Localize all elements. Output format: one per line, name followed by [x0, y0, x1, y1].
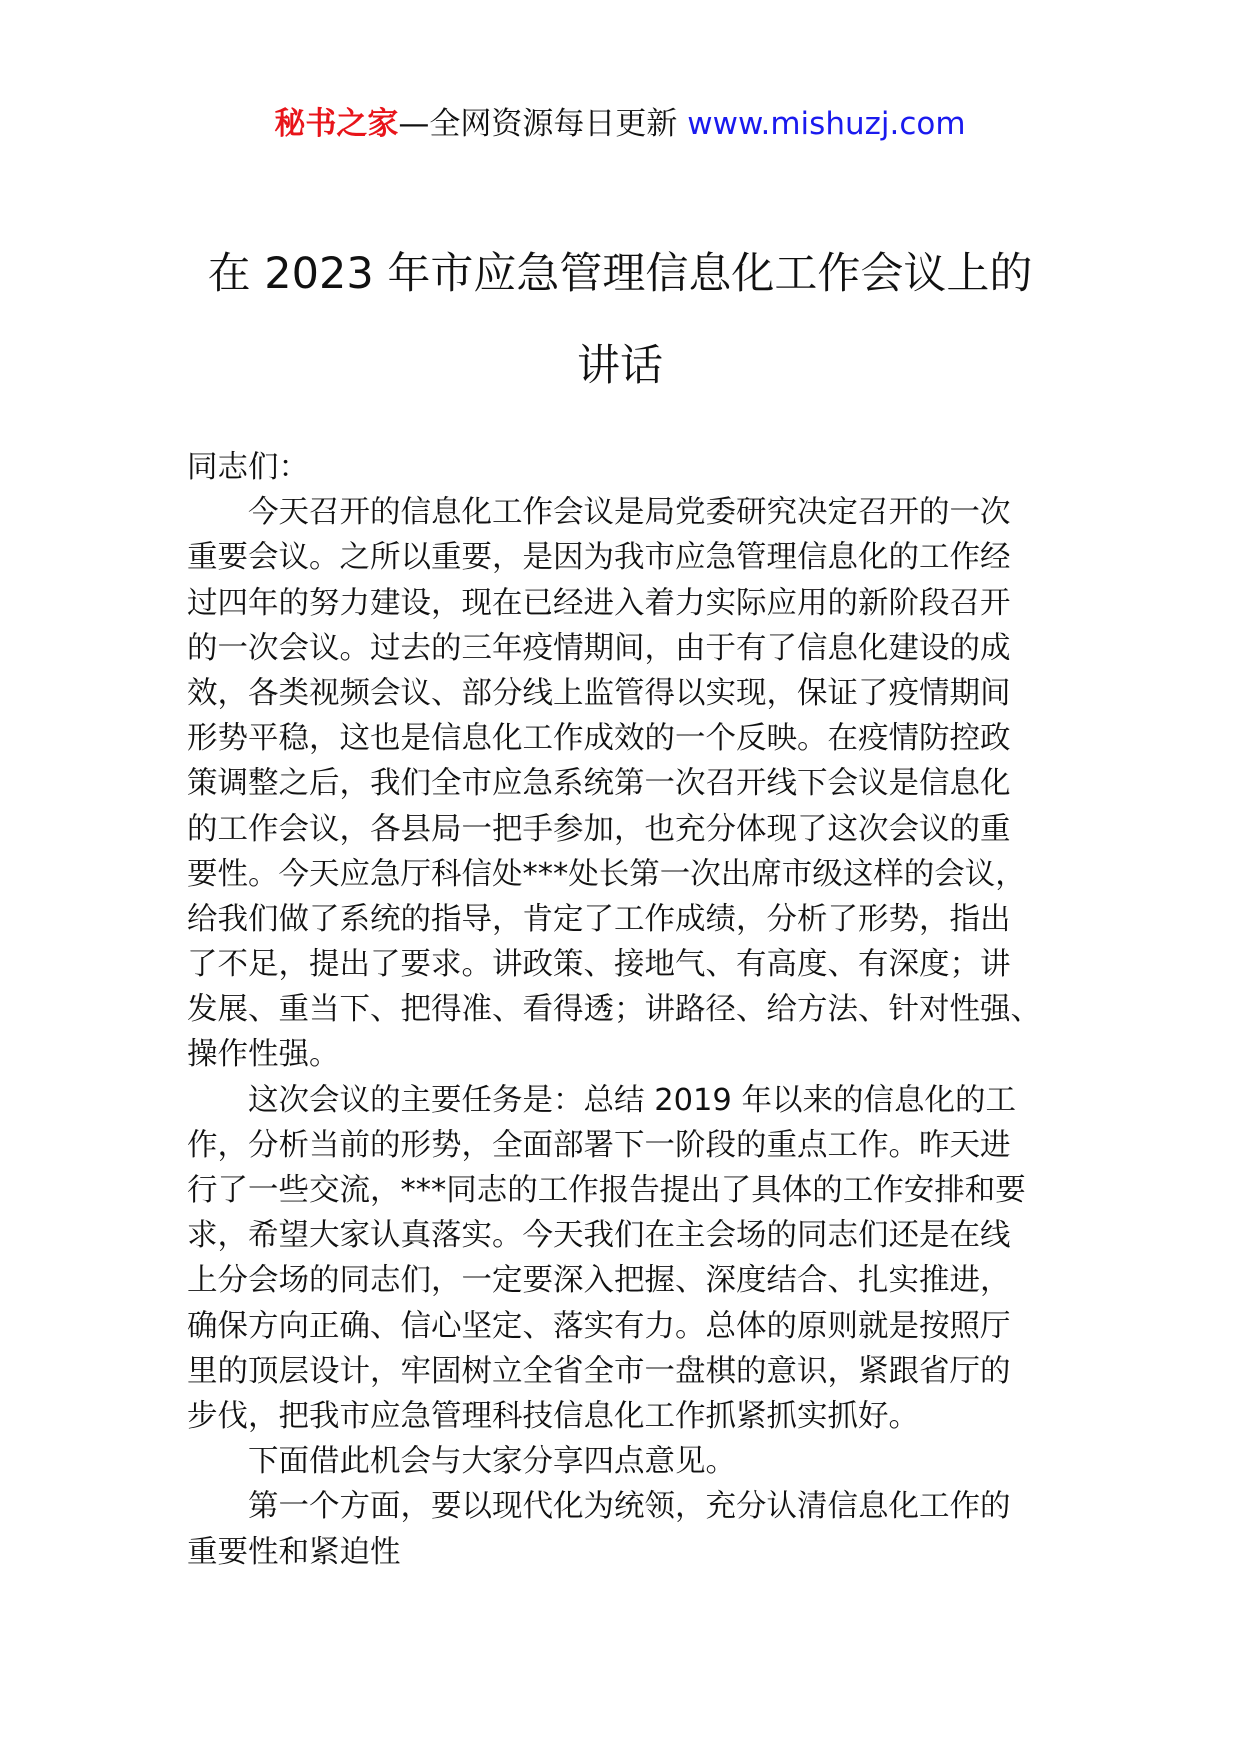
body-line: 过四年的努力建设，现在已经进入着力实际应用的新阶段召开	[187, 585, 1011, 621]
document-body	[187, 445, 1057, 1575]
title-line-1: 在 2023 年市应急管理信息化工作会议上的	[207, 249, 1033, 299]
site-header	[0, 102, 1240, 146]
document-title	[150, 228, 1090, 412]
body-line: 作，分析当前的形势，全面部署下一阶段的重点工作。昨天进	[187, 1127, 1011, 1163]
body-line: 操作性强。	[187, 1037, 340, 1073]
body-line: 效，各类视频会议、部分线上监管得以实现，保证了疫情期间	[187, 675, 1011, 711]
brand-name: 秘书之家	[274, 106, 399, 142]
body-line: 的工作会议，各县局一把手参加，也充分体现了这次会议的重	[187, 811, 1011, 847]
body-line: 的一次会议。过去的三年疫情期间，由于有了信息化建设的成	[187, 630, 1011, 666]
body-line: 这次会议的主要任务是：总结 2019 年以来的信息化的工	[248, 1082, 1017, 1118]
body-line: 第一个方面，要以现代化为统领，充分认清信息化工作的	[248, 1489, 1011, 1525]
body-line: 重要性和紧迫性	[187, 1534, 401, 1570]
body-line: 步伐，把我市应急管理科技信息化工作抓紧抓实抓好。	[187, 1398, 919, 1434]
body-line: 形势平稳，这也是信息化工作成效的一个反映。在疫情防控政	[187, 721, 1011, 757]
body-line: 上分会场的同志们，一定要深入把握、深度结合、扎实推进，	[187, 1263, 1011, 1299]
body-line: 里的顶层设计，牢固树立全省全市一盘棋的意识，紧跟省厅的	[187, 1353, 1011, 1389]
body-line: 重要会议。之所以重要，是因为我市应急管理信息化的工作经	[187, 540, 1011, 576]
body-line: 确保方向正确、信心坚定、落实有力。总体的原则就是按照厅	[187, 1308, 1011, 1344]
site-url-link[interactable]: www.mishuzj.com	[687, 106, 966, 142]
body-line: 要性。今天应急厅科信处***处长第一次出席市级这样的会议，	[187, 856, 1026, 892]
title-line-2: 讲话	[577, 341, 663, 391]
header-slogan: —全网资源每日更新	[398, 106, 678, 142]
body-line: 了不足，提出了要求。讲政策、接地气、有高度、有深度；讲	[187, 947, 1011, 983]
body-line: 发展、重当下、把得准、看得透；讲路径、给方法、针对性强、	[187, 992, 1041, 1028]
body-line: 今天召开的信息化工作会议是局党委研究决定召开的一次	[248, 495, 1011, 531]
body-line: 给我们做了系统的指导，肯定了工作成绩，分析了形势，指出	[187, 901, 1011, 937]
body-line: 求，希望大家认真落实。今天我们在主会场的同志们还是在线	[187, 1218, 1011, 1254]
body-line: 行了一些交流，***同志的工作报告提出了具体的工作安排和要	[187, 1173, 1026, 1208]
body-line: 同志们：	[187, 450, 309, 485]
body-line: 下面借此机会与大家分享四点意见。	[248, 1444, 736, 1480]
body-line: 策调整之后，我们全市应急系统第一次召开线下会议是信息化	[187, 766, 1011, 802]
